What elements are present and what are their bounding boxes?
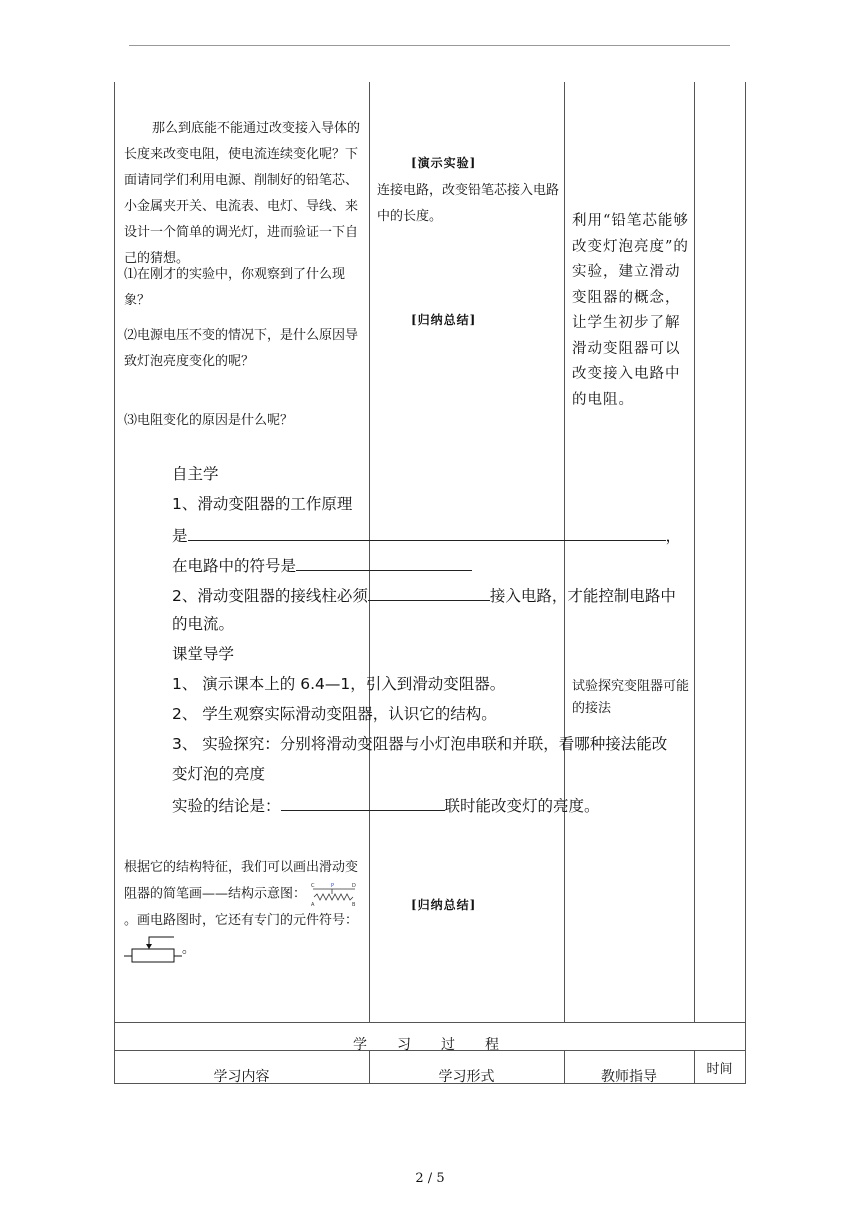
header-teacher-guidance: 教师指导 [601, 1069, 657, 1085]
conclusion-blank [281, 792, 445, 811]
demo-experiment-title: [演示实验] [411, 156, 477, 170]
self-study-heading: 自主学 [172, 465, 219, 483]
column-divider-2 [564, 82, 565, 1022]
structure-text-a: 根据它的结构特征，我们可以画出滑动变阻器的简笔画——结构示意图： [124, 860, 359, 902]
item1-suffix: ， [665, 527, 682, 545]
sketch-label-a: A [311, 902, 315, 907]
classroom-guide-heading: 课堂导学 [172, 645, 235, 663]
page-number: 2 / 5 [415, 1171, 445, 1186]
conclusion-text-b: 联时能改变灯的亮度。 [444, 797, 600, 815]
header-rule [129, 45, 730, 46]
summary-title-2: [归纳总结] [411, 898, 477, 912]
sketch-label-c: C [311, 883, 315, 889]
table-border-left [114, 82, 115, 1083]
rheostat-symbol [124, 934, 182, 964]
structure-text-b: 。画电路图时，它还有专门的元件符号： [124, 912, 359, 928]
principle-blank [188, 522, 666, 541]
item2-text-b: 接入电路，才能控制电路中 [489, 587, 676, 605]
teacher-purpose-text: 利用“铅笔芯能够改变灯泡亮度”的实验，建立滑动变阻器的概念，让学生初步了解滑动变阻器可以改变接入电路中的电阻。 [572, 213, 689, 408]
self-study-item-1-blank-line [172, 522, 681, 548]
classroom-step-3: 3、 实验探究：分别将滑动变阻器与小灯泡串联和并联，看哪种接法能改 [172, 735, 668, 753]
self-study-item-2 [172, 582, 676, 608]
self-study-symbol-line [172, 552, 472, 578]
question-1: ⑴在刚才的实验中，你观察到了什么现象？ [124, 267, 346, 308]
classroom-step-3-cont: 变灯泡的亮度 [172, 765, 266, 783]
sketch-label-p: P [331, 883, 335, 889]
self-study-item-1: 1、滑动变阻器的工作原理 [172, 495, 353, 513]
header-learning-form: 学习形式 [438, 1069, 495, 1085]
terminal-blank [368, 582, 490, 601]
self-study-item-2-cont: 的电流。 [172, 615, 235, 633]
question-2: ⑵电源电压不变的情况下，是什么原因导致灯泡亮度变化的呢？ [124, 328, 359, 369]
header-time: 时间 [706, 1062, 733, 1077]
rheostat-sketch [310, 881, 358, 907]
classroom-step-1: 1、 演示课本上的 6.4—1，引入到滑动变阻器。 [172, 675, 506, 693]
classroom-step-2: 2、 学生观察实际滑动变阻器，认识它的结构。 [172, 705, 497, 723]
item2-text-a: 2、滑动变阻器的接线柱必须 [172, 587, 368, 605]
header-learning-content: 学习内容 [213, 1069, 270, 1085]
summary-title-1: [归纳总结] [411, 313, 477, 327]
structure-text-c: 。 [182, 941, 196, 956]
symbol-blank [296, 552, 472, 571]
section-title: 学 习 过 程 [353, 1037, 507, 1053]
explore-hint-text: 试验探究变阻器可能的接法 [572, 679, 690, 716]
experiment-conclusion [172, 792, 600, 818]
intro-paragraph: 那么到底能不能通过改变接入导体的长度来改变电阻，使电流连续变化呢？下面请同学们利用电源、削制好的铅笔芯、小金属夹开关、电流表、电灯、导线、来设计一个简单的调光灯，进而验证一下自己的猜想。 [124, 121, 361, 266]
column-divider-3 [694, 82, 695, 1022]
row-divider-1 [114, 1022, 746, 1023]
sketch-label-b: B [352, 902, 356, 907]
question-3: ⑶电阻变化的原因是什么呢？ [124, 413, 294, 428]
table-border-right [745, 82, 746, 1083]
structure-paragraph [124, 855, 364, 964]
item1-prefix: 是 [172, 527, 188, 545]
demo-experiment-text: 连接电路，改变铅笔芯接入电路中的长度。 [377, 183, 560, 224]
item1-symbol-label: 在电路中的符号是 [172, 557, 297, 575]
conclusion-text-a: 实验的结论是： [172, 797, 281, 815]
sketch-label-d: D [352, 883, 357, 889]
